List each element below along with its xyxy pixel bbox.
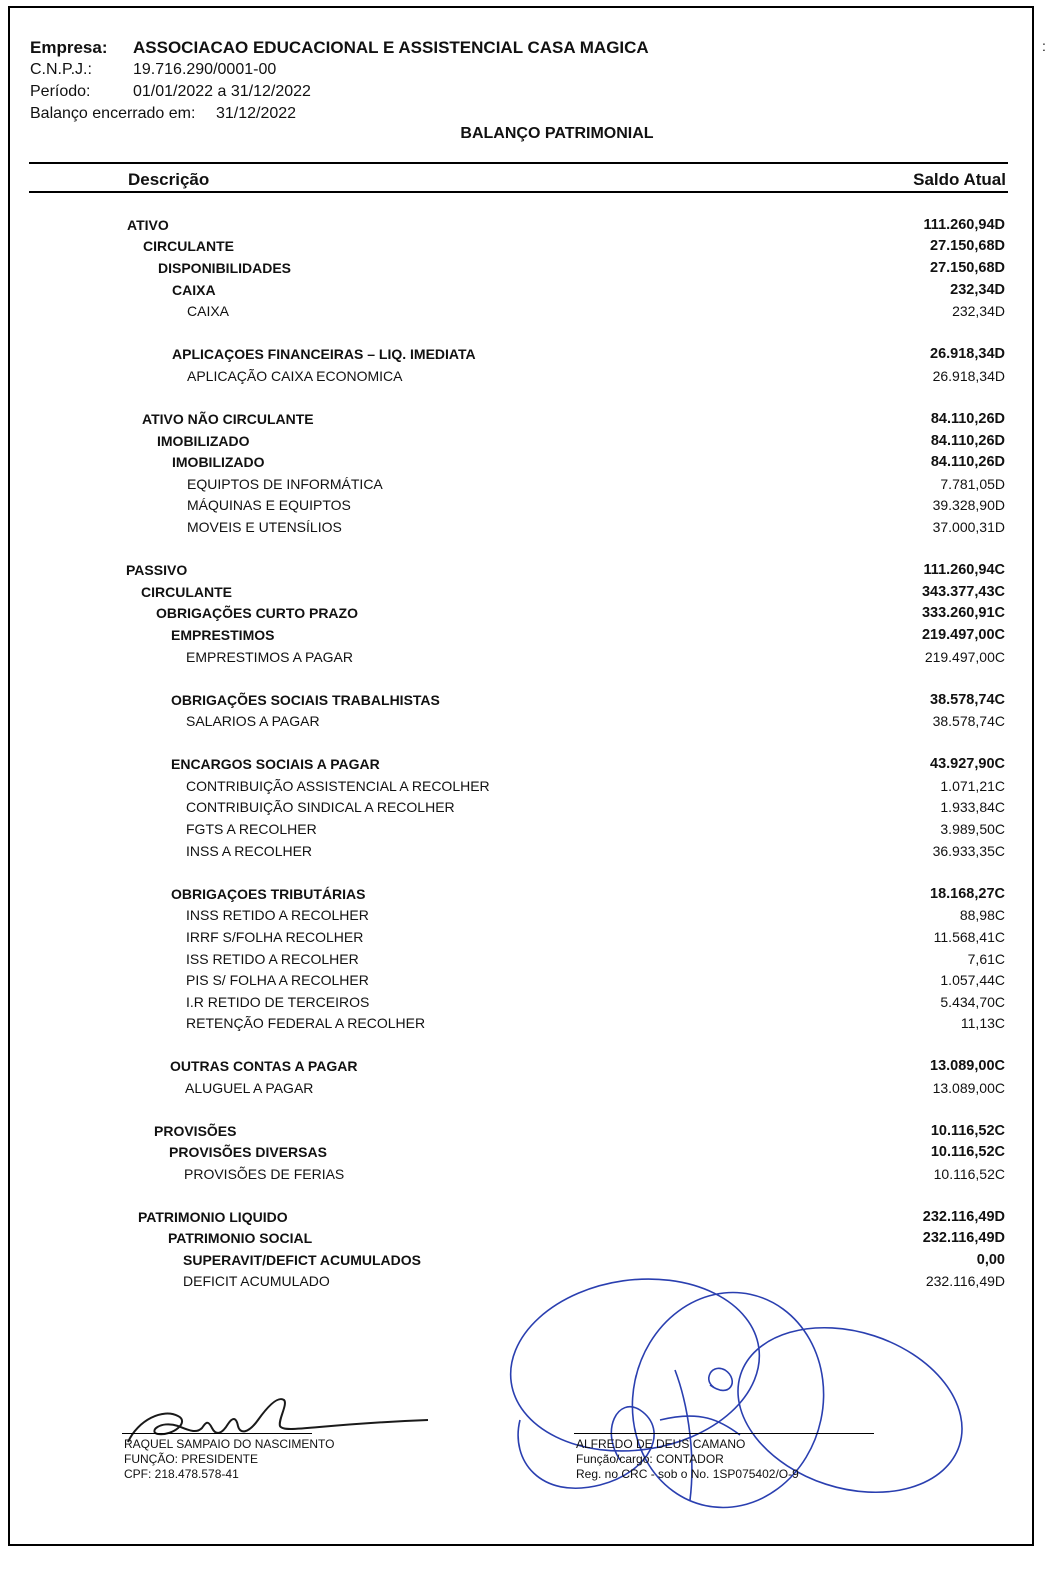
row-value: 0,00 — [976, 1252, 1005, 1268]
row-value: 27.150,68D — [930, 238, 1005, 254]
table-row — [0, 497, 1063, 519]
row-value: 38.578,74C — [930, 692, 1005, 708]
row-description: PATRIMONIO LIQUIDO — [138, 1209, 288, 1225]
row-description: PROVISÕES — [154, 1123, 237, 1139]
column-header-descricao: Descrição — [128, 170, 210, 189]
row-value: 111.260,94C — [923, 562, 1005, 578]
row-value: 333.260,91C — [921, 605, 1005, 621]
row-description: DEFICIT ACUMULADO — [183, 1273, 330, 1289]
row-value: 84.110,26D — [930, 411, 1005, 427]
table-row — [0, 411, 1063, 433]
header-rule-bottom — [29, 191, 1008, 193]
row-description: IMOBILIZADO — [172, 454, 265, 470]
table-row — [0, 951, 1063, 973]
table-row — [0, 1015, 1063, 1037]
row-value: 38.578,74C — [932, 713, 1005, 729]
table-row — [0, 799, 1063, 821]
row-description: MÁQUINAS E EQUIPTOS — [187, 497, 351, 513]
row-value: 88,98C — [959, 907, 1005, 923]
table-row — [0, 368, 1063, 390]
signer-right-name: ALFREDO DE DEUS CAMANO — [576, 1437, 746, 1451]
row-value: 232,34D — [950, 282, 1005, 298]
table-row — [0, 1209, 1063, 1231]
header-rule-top — [29, 162, 1008, 164]
table-row — [0, 454, 1063, 476]
signer-left-role: FUNÇÃO: PRESIDENTE — [124, 1452, 259, 1466]
table-row — [0, 476, 1063, 498]
row-value: 111.260,94D — [923, 217, 1005, 233]
row-value: 13.089,00C — [932, 1080, 1005, 1096]
table-row — [0, 1123, 1063, 1145]
row-value: 1.057,44C — [940, 972, 1005, 988]
table-row — [0, 1166, 1063, 1188]
empresa-value: ASSOCIACAO EDUCACIONAL E ASSISTENCIAL CASA MAGICA — [133, 38, 649, 57]
row-value: 26.918,34D — [930, 346, 1005, 362]
row-value: 3.989,50C — [940, 821, 1005, 837]
cnpj-label: C.N.P.J.: — [30, 61, 92, 78]
balanco-value: 31/12/2022 — [216, 105, 297, 122]
table-row — [0, 907, 1063, 929]
table-row — [0, 929, 1063, 951]
row-value: 18.168,27C — [930, 886, 1005, 902]
row-value: 10.116,52C — [930, 1123, 1005, 1139]
table-row — [0, 1058, 1063, 1080]
row-description: CIRCULANTE — [143, 238, 234, 254]
document-title: BALANÇO PATRIMONIAL — [460, 125, 654, 142]
table-row — [0, 756, 1063, 778]
table-row — [0, 282, 1063, 304]
row-description: PROVISÕES DIVERSAS — [169, 1144, 327, 1160]
table-row — [0, 692, 1063, 714]
signer-left-name: RAQUEL SAMPAIO DO NASCIMENTO — [124, 1437, 335, 1451]
row-value: 232.116,49D — [925, 1273, 1005, 1289]
row-description: APLICAÇÃO CAIXA ECONOMICA — [187, 368, 403, 384]
table-row — [0, 972, 1063, 994]
row-description: OBRIGAÇÕES SOCIAIS TRABALHISTAS — [171, 692, 440, 708]
row-description: CIRCULANTE — [141, 584, 232, 600]
row-description: EMPRESTIMOS A PAGAR — [186, 649, 354, 665]
row-description: PROVISÕES DE FERIAS — [184, 1166, 345, 1182]
row-description: PIS S/ FOLHA A RECOLHER — [186, 972, 369, 988]
row-description: SUPERAVIT/DEFICT ACUMULADOS — [183, 1252, 421, 1268]
row-value: 219.497,00C — [921, 627, 1005, 643]
row-value: 43.927,90C — [930, 756, 1005, 772]
row-description: MOVEIS E UTENSÍLIOS — [187, 519, 342, 535]
table-row — [0, 217, 1063, 239]
table-row — [0, 238, 1063, 260]
row-description: OUTRAS CONTAS A PAGAR — [170, 1058, 358, 1074]
table-row — [0, 994, 1063, 1016]
row-value: 1.071,21C — [940, 778, 1005, 794]
cnpj-value: 19.716.290/0001-00 — [133, 61, 277, 78]
row-value: 5.434,70C — [940, 994, 1005, 1010]
row-value: 84.110,26D — [930, 433, 1005, 449]
balanco-label: Balanço encerrado em: — [30, 105, 196, 122]
row-description: FGTS A RECOLHER — [186, 821, 317, 837]
signature-line-left — [122, 1433, 312, 1434]
row-value: 219.497,00C — [924, 649, 1005, 665]
row-value: 11,13C — [960, 1015, 1005, 1031]
margin-mark: : — [1042, 38, 1046, 54]
periodo-value: 01/01/2022 a 31/12/2022 — [133, 83, 311, 100]
row-value: 343.377,43C — [921, 584, 1005, 600]
row-value: 84.110,26D — [930, 454, 1005, 470]
row-description: EMPRESTIMOS — [171, 627, 275, 643]
row-value: 7,61C — [967, 951, 1005, 967]
row-description: CONTRIBUIÇÃO ASSISTENCIAL A RECOLHER — [186, 778, 490, 794]
table-row — [0, 713, 1063, 735]
row-description: SALARIOS A PAGAR — [186, 713, 320, 729]
row-description: I.R RETIDO DE TERCEIROS — [186, 994, 370, 1010]
row-description: DISPONIBILIDADES — [158, 260, 292, 276]
table-row — [0, 519, 1063, 541]
row-description: OBRIGAÇOES TRIBUTÁRIAS — [171, 886, 366, 902]
table-row — [0, 346, 1063, 368]
table-row — [0, 627, 1063, 649]
row-value: 1.933,84C — [940, 799, 1005, 815]
row-value: 11.568,41C — [933, 929, 1005, 945]
row-value: 13.089,00C — [930, 1058, 1005, 1074]
row-value: 36.933,35C — [932, 843, 1005, 859]
row-description: ENCARGOS SOCIAIS A PAGAR — [171, 756, 380, 772]
row-description: APLICAÇOES FINANCEIRAS – LIQ. IMEDIATA — [172, 346, 476, 362]
row-value: 7.781,05D — [940, 476, 1005, 492]
table-row — [0, 843, 1063, 865]
row-description: OBRIGAÇÕES CURTO PRAZO — [156, 605, 358, 621]
row-description: ATIVO NÃO CIRCULANTE — [142, 411, 314, 427]
table-row — [0, 778, 1063, 800]
row-description: RETENÇÃO FEDERAL A RECOLHER — [186, 1015, 426, 1031]
table-row — [0, 260, 1063, 282]
row-description: INSS RETIDO A RECOLHER — [186, 907, 369, 923]
row-value: 39.328,90D — [932, 497, 1005, 513]
row-description: INSS A RECOLHER — [186, 843, 313, 859]
periodo-label: Período: — [30, 83, 91, 100]
table-row — [0, 886, 1063, 908]
row-value: 232.116,49D — [922, 1209, 1005, 1225]
row-description: ISS RETIDO A RECOLHER — [186, 951, 359, 967]
row-description: CAIXA — [187, 303, 230, 319]
row-value: 37.000,31D — [932, 519, 1005, 535]
signer-left-doc: CPF: 218.478.578-41 — [124, 1467, 239, 1481]
signer-right-role: Função/cargo: CONTADOR — [576, 1452, 724, 1466]
table-row — [0, 1230, 1063, 1252]
row-description: CAIXA — [172, 282, 216, 298]
table-row — [0, 303, 1063, 325]
row-description: PASSIVO — [126, 562, 188, 578]
table-row — [0, 821, 1063, 843]
empresa-label: Empresa: — [30, 38, 108, 57]
row-value: 27.150,68D — [930, 260, 1005, 276]
row-value: 10.116,52C — [930, 1144, 1005, 1160]
table-row — [0, 562, 1063, 584]
column-header-saldo: Saldo Atual — [913, 170, 1006, 189]
row-description: ALUGUEL A PAGAR — [185, 1080, 314, 1096]
row-value: 232.116,49D — [922, 1230, 1005, 1246]
row-description: IRRF S/FOLHA RECOLHER — [186, 929, 364, 945]
row-description: CONTRIBUIÇÃO SINDICAL A RECOLHER — [186, 799, 455, 815]
table-row — [0, 433, 1063, 455]
signature-scribble-right — [500, 1260, 970, 1530]
row-description: PATRIMONIO SOCIAL — [168, 1230, 313, 1246]
table-row — [0, 1080, 1063, 1102]
signature-line-right — [574, 1433, 874, 1434]
table-row — [0, 584, 1063, 606]
row-description: ATIVO — [127, 217, 169, 233]
row-value: 26.918,34D — [932, 368, 1005, 384]
table-row — [0, 605, 1063, 627]
row-value: 232,34D — [952, 303, 1005, 319]
table-row — [0, 1144, 1063, 1166]
row-value: 10.116,52C — [933, 1166, 1005, 1182]
table-row — [0, 649, 1063, 671]
row-description: IMOBILIZADO — [157, 433, 250, 449]
signer-right-doc: Reg. no CRC - sob o No. 1SP075402/O-9 — [576, 1467, 799, 1481]
row-description: EQUIPTOS DE INFORMÁTICA — [187, 476, 383, 492]
